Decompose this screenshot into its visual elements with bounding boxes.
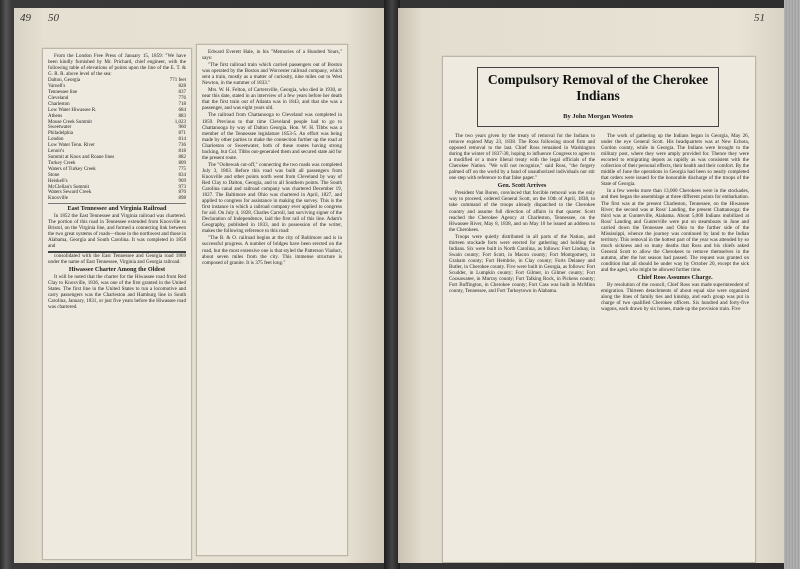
- hiwassee-charter-heading: Hiwassee Charter Among the Oldest: [68, 265, 166, 273]
- hale-quote: "The first railroad train which carried passengers out of Boston was operated by the Boston and Worcester railroad company, which sent a train, mostly as a matter of curiosity, nine miles out to West Newton, in the summer of 1833.": [202, 62, 342, 87]
- treaty-paragraph: The two years given by the treaty of removal for the Indians to remove expired May 23, 1838. The Ross following stood firm and opposed removal to the last. Chief Ross remained in Washington during the winter of 1837-38, hoping to influence Congress to agree to a modified or a more liberal treaty with the legal officials of the Cherokee Nation. "We will not recognize," said Ross, "the forgery palmed off on the world by a band of unauthorized individuals nor stir one step with reference to that false paper.": [449, 133, 595, 182]
- london-free-press-intro: From the London Free Press of January 15, 1859: "We have been kindly furnished by Mr. Prichard, chief engineer, with the following table of elevations of points upon the line of the E. T. & G. R. R. above level of the sea:: [48, 53, 186, 78]
- van-buren-paragraph: President Van Buren, convinced that forcible removal was the only way to proceed, ordered General Scott, on the 10th of April, 1838, to take command of the troops already dispatched to the Cherokee country and assume full direction of affairs in that quarter. Scott reached the Cherokee Agency at Charleston, Tennessee, on the Hiwassee River, May 8, 1838, and on May 10 he issued an address to the Cherokees.: [449, 190, 595, 233]
- elevation-place: Knoxville: [48, 196, 68, 202]
- consolidation-paragraph: consolidated with the East Tennessee and Georgia road 1869 under the name of East Tennessee, Virginia and Georgia railroad.: [48, 252, 186, 265]
- elevation-place: Low Water Tenn. River: [48, 143, 95, 149]
- elevation-value: 684: [178, 107, 186, 113]
- elevation-value: 1,023: [174, 119, 186, 125]
- hale-intro: Edward Everett Hale, in his "Memories of a Hundred Years," says:: [202, 49, 342, 62]
- felton-paragraph: Mrs. W. H. Felton, of Cartersville, Georgia, who died in 1930, or near this date, stated in an interview of a few years before her death that the first train out of Atlanta was in 1843, and that she was a passenger, and was eight years old.: [202, 87, 342, 112]
- elevation-place: Sweetwater: [48, 125, 72, 131]
- elevation-place: Dalton, Georgia: [48, 78, 81, 84]
- elevation-place: London: [48, 137, 64, 143]
- gathering-paragraph: The work of gathering up the Indians began in Georgia, May 26, under the eye General Scott. His headquarters was at New Echota, Gordon county, while in Georgia. The Indians were brought to the military post, where they were amply provided for. Thence they were escorted to emigrating depots as rapidly as was consistent with the collection of their personal effects, their health and their comfort. By the middle of June the operations in Georgia had been so nearly completed that orders were issued for the honorable discharge of the troops of the State of Georgia.: [601, 133, 749, 188]
- elevation-place: Athens: [48, 113, 63, 119]
- elevation-value: 834: [178, 172, 186, 178]
- elevation-value: 882: [178, 154, 186, 160]
- left-page: [14, 8, 386, 563]
- clipping-column-2: [196, 44, 348, 556]
- elevation-value: 775: [178, 166, 186, 172]
- embarkation-paragraph: In a few weeks more than 13,000 Cherokees were in the stockades, and then began the assemblage at three different points for embarkation. The first was at the present Charleston, Tennessee, on the Hiwassee River; the second was at Ross' Landing, the present Chattanooga; the third was at Gunterville, Alabama. About 5,000 Indians mobilized at Ross' Landing and Gunterville were put on steamboats in June and carried down the Tennessee and Ohio to the farther side of the Mississippi, whence the journey was continued by land to the Indian territory. This removal in the hottest part of the year was attended by so much sickness and so many deaths that Ross and his chiefs asked General Scott to allow the Cherokees to remove themselves in the autumn, after the hot season had passed. The request was granted on condition that all should be under way by October 20, except the sick and the aged, who might be allowed further time.: [601, 188, 749, 274]
- elevation-table: [48, 78, 186, 202]
- elevation-place: Low Water Hiwassee R.: [48, 107, 97, 113]
- elevation-place: Turkey Creek: [48, 160, 76, 166]
- elevation-place: Varnell's: [48, 84, 66, 90]
- elevation-place: Summit at Knox and Roane lines: [48, 154, 115, 160]
- stockade-forts-paragraph: Troops were quietly distributed in all parts of the Nation, and thirteen stockade forts were erected for gathering and holding the Indians. Six were built in North Carolina, as follows: Fort Lindsay, in Swain county; Fort Scott, in Macon county; Fort Montgomery, in Graham county; Fort Hembrie, in Clay county; Forts Delaney and Butler, in Cherokee county. Five were built in Georgia, as follows: Fort Scudder, in Lumpkin county; Fort Gilmer, in Gilmer county; Fort Coosawatee, in Murray county; Fort Talking Rock, in Pickens county; Fort Buffington, in Cherokee county; Fort Cass was built in McMinn county, Tennessee, and Fort Turkeytown in Alabama.: [449, 233, 595, 295]
- clipping-column-1: [42, 48, 192, 560]
- elevation-value: 818: [178, 149, 186, 155]
- elevation-place: Waters of Turkey Creek: [48, 166, 96, 172]
- right-page-number: 51: [754, 12, 765, 24]
- elevation-value: 969: [178, 178, 186, 184]
- ross-charge-heading: Chief Ross Assumes Charge.: [637, 274, 713, 282]
- ross-emigration-paragraph: By resolution of the council, Chief Ross was made superintendent of emigration. Thirteen detachments of about equal size were organized along the lines of family ties and kinship, and each group was put in charge of two qualified Cherokee officers. Six hundred and forty-five wagons, each drawn by six horses, made up the provision train. Five: [601, 282, 749, 313]
- elevation-value: 870: [178, 190, 186, 196]
- elevation-value: 871: [178, 131, 186, 137]
- elevation-place: Philadelphia: [48, 131, 73, 137]
- ooltewah-cutoff-paragraph: The "Ooltewah cut-off," connecting the two roads was completed July 3, 1863. Before this road was built all passengers from Knoxville and other points north went from Cleveland by way of Red Clay to Dalton, Georgia, and to all Southern points. The South Carolina canal and railroad company was chartered December 19, 1827. The Baltimore and Ohio was chartered in April, 1827, and applied to congress for assistance in making the survey. This is the first instance in which a railroad company ever applied to congress for aid. On July 4, 1828, Charles Carroll, last surviving signer of the Declaration of Independence, laid the first rail of this line. Adam's Geography, published in 1833, and in possession of the writer, makes the following reference to this road:: [202, 161, 342, 235]
- left-page-number: 50: [48, 12, 59, 24]
- article-title-box: [477, 67, 719, 127]
- article-title: Compulsory Removal of the Cherokee Indians: [487, 72, 709, 103]
- et-va-railroad-heading: East Tennessee and Virginia Railroad: [67, 205, 167, 213]
- elevation-value: 973: [178, 184, 186, 190]
- page-edges: [784, 0, 800, 569]
- elevation-place: Mouse Creek Summit: [48, 119, 92, 125]
- elevation-value: 837: [178, 90, 186, 95]
- elevation-value: 828: [178, 84, 186, 90]
- elevation-value: 814: [178, 137, 186, 143]
- elevation-value: 736: [178, 143, 186, 149]
- elevation-place: Cleveland: [48, 95, 69, 101]
- elevation-value: 771 feet: [169, 78, 186, 84]
- elevation-value: 809: [178, 160, 186, 166]
- hiwassee-charter-paragraph: It will be noted that the charter for the Hiwassee road from Red Clay to Knoxville, 1836, was one of the first granted in the United States. The first line in the United States to run a locomotive and carry passengers was the Charleston and Hamburg line in South Carolina, January, 1831, or just five years before the Hiwassee road was chartered.: [48, 273, 186, 310]
- corner-page-number: 49: [20, 12, 31, 24]
- elevation-value: 718: [178, 101, 186, 107]
- chattanooga-cleveland-paragraph: The railroad from Chattanooga to Cleveland was completed in 1859. Previous to that time Cleveland people had to go to Chattanooga by way of Dalton Georgia. Hon. W. H. Tibbs was a member of the Tennessee legislature 1853-5. An effort was being made by other parties to make the connection further up the road at Charleston or Sweetwater, both of these routes having strong backing, but Col. Tibbs out-generaled them and secured state aid for the present route.: [202, 112, 342, 161]
- article-column-1: [449, 133, 595, 295]
- article-column-2: [601, 133, 749, 313]
- article-byline: By John Morgan Wooten: [563, 113, 633, 120]
- elevation-value: 776: [178, 95, 186, 101]
- elevation-place: Stone: [48, 172, 60, 178]
- et-va-railroad-paragraph: In 1852 the East Tennessee and Virginia railroad was chartered. The portion of this road in Tennessee extended from Knoxville to Bristol, on the Virginia line, and formed a connecting link between the two great systems of roads—those in the northwest and those in Alabama, Georgia and South Carolina. It was completed in 1858 and: [48, 213, 186, 250]
- article-clipping: [442, 56, 756, 563]
- bo-railroad-quote: "The B. & O. railroad begins at the city of Baltimore and is in successful progress. A number of bridges have been erected on the road, but the most extensive one is that styled the Patterson Viaduct, about seven miles from the city. This immense structure is composed of granite. It is 375 feet long.": [202, 235, 342, 266]
- elevation-place: Charleston: [48, 101, 70, 107]
- elevation-value: 883: [178, 113, 186, 119]
- gen-scott-heading: Gen. Scott Arrives: [497, 182, 547, 190]
- elevation-place: Heiskell's: [48, 178, 68, 184]
- elevation-place: Waters Seward Creek: [48, 190, 92, 196]
- right-page: [398, 8, 784, 563]
- elevation-value: 960: [178, 125, 186, 131]
- elevation-place: Lenoir's: [48, 149, 65, 155]
- elevation-row: [48, 196, 186, 202]
- elevation-place: McClellan's Summit: [48, 184, 90, 190]
- elevation-place: Tennessee line: [48, 90, 78, 95]
- elevation-value: 898: [178, 196, 186, 202]
